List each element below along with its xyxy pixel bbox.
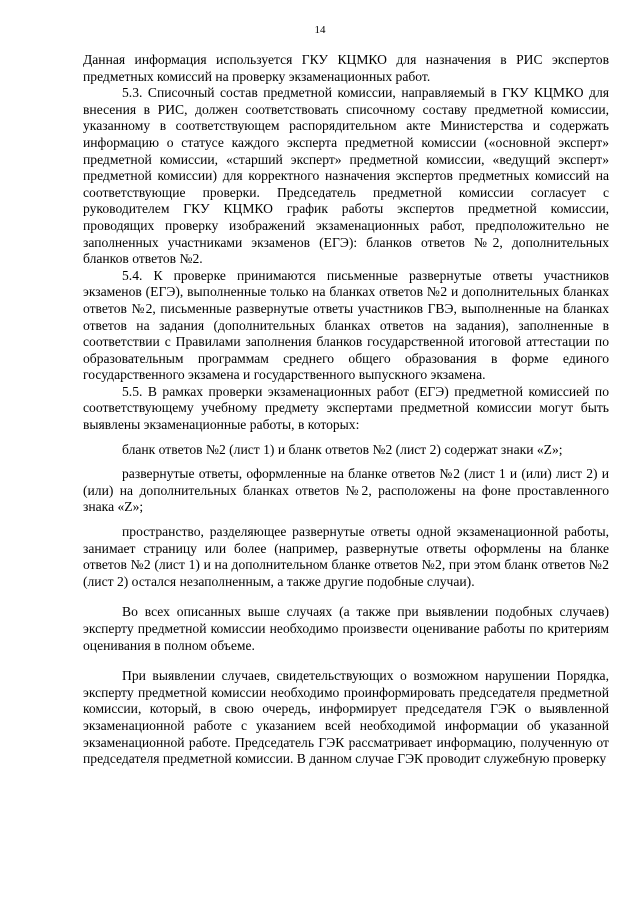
list-item-z-marks: бланк ответов №2 (лист 1) и бланк ответов №2 (лист 2) содержат знаки «Z»;: [122, 441, 563, 457]
paragraph-5-3: 5.3. Списочный состав предметной комиссии, направляемый в ГКУ КЦМКО для внесения в РИС, должен соответствовать списочному составу предметной комиссии, указанному в соответствующем распорядительном акте Министерства и содержать информацию о статусе каждого эксперта предметной комиссии («основной эксперт» предметной комиссии, «старший эксперт» предметной комиссии, «ведущий эксперт» предметной комиссии) для корректного назначения экспертов предметных комиссий на соответствующие проверки. Председатель предметной комиссии согласует с руководителем ГКУ КЦМКО график работы экспертов предметной комиссии, проводящих проверку изображений экзаменационных работ, предположительно не заполненных участниками экзаменов (ЕГЭ): бланков ответов №2, дополнительных бланков ответов №2.: [83, 85, 609, 267]
list-item-z-background: развернутые ответы, оформленные на бланке ответов №2 (лист 1 и (или) лист 2) и (или) на дополнительных бланках ответов №2, расположены на фоне проставленного знака «Z»;: [83, 466, 609, 515]
paragraph-5-5: 5.5. В рамках проверки экзаменационных работ (ЕГЭ) предметной комиссией по соответствующему учебному предмету экспертами предметной комиссии могут быть выявлены экзаменационные работы, в которых:: [83, 383, 609, 433]
paragraph-intro: Данная информация используется ГКУ КЦМКО для назначения в РИС экспертов предметных комиссий на проверку экзаменационных работ.: [83, 52, 609, 84]
list-item-blank-space: пространство, разделяющее развернутые ответы одной экзаменационной работы, занимает страницу или более (например, развернутые ответы оформлены на бланке ответов №2 (лист 1) и на дополнительном бланке ответов №2, при этом бланк ответов №2 (лист 2) остался незаполненным, а также другие подобные случаи).: [83, 524, 609, 589]
body-text: [83, 52, 609, 768]
page-number: 14: [314, 24, 326, 36]
paragraph-violation-report: При выявлении случаев, свидетельствующих о возможном нарушении Порядка, эксперту предметной комиссии необходимо проинформировать председателя предметной комиссии, который, в свою очередь, информирует председателя ГЭК о выявленной экзаменационной работе с указанием всей необходимой информации об указанной экзаменационной работе. Председатель ГЭК рассматривает информацию, полученную от председателя предметной комиссии. В данном случае ГЭК проводит служебную проверку: [83, 668, 609, 767]
paragraph-full-evaluation: Во всех описанных выше случаях (а также при выявлении подобных случаев) эксперту предметной комиссии необходимо произвести оценивание работы по критериям оценивания в полном объеме.: [83, 604, 609, 653]
paragraph-5-4: 5.4. К проверке принимаются письменные развернутые ответы участников экзаменов (ЕГЭ), выполненные только на бланках ответов №2 и дополнительных бланках ответов №2, письменные развернутые ответы участников ГВЭ, выполненные на бланках ответов на задания (дополнительных бланках ответов на задания), заполненные в соответствии с Правилами заполнения бланков государственной итоговой аттестации по образовательным программам среднего общего образования в форме единого государственного экзамена и государственного выпускного экзамена.: [83, 267, 609, 383]
